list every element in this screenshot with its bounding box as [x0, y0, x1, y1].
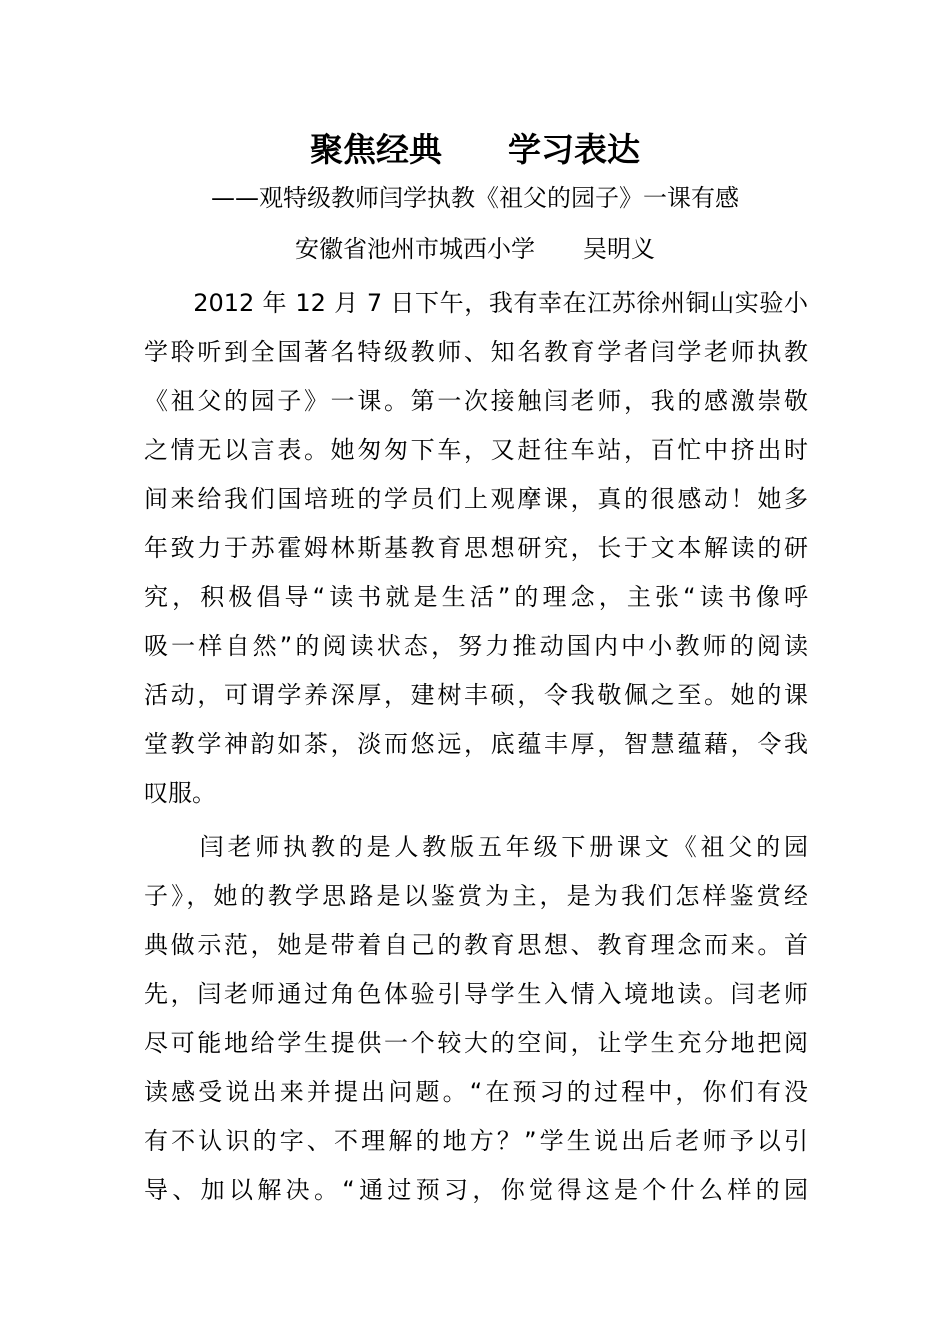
text-line: 先，闫老师通过角色体验引导学生入情入境地读。闫老师 [144, 980, 808, 1008]
document-subtitle: ——观特级教师闫学执教《祖父的园子》一课有感 [211, 184, 739, 212]
text-line: 之情无以言表。她匆匆下车，又赶往车站，百忙中挤出时 [144, 436, 808, 464]
text-line: 学聆听到全国著名特级教师、知名教育学者闫学老师执教 [144, 338, 808, 366]
text-line: 子》，她的教学思路是以鉴赏为主，是为我们怎样鉴赏经 [144, 882, 808, 910]
paragraph [144, 279, 808, 818]
text-line: 导、加以解决。“通过预习，你觉得这是个什么样的园 [144, 1176, 808, 1204]
text-line: 典做示范，她是带着自己的教育思想、教育理念而来。首 [144, 931, 808, 959]
text-line: 尽可能地给学生提供一个较大的空间，让学生充分地把阅 [144, 1029, 808, 1057]
text-line: 间来给我们国培班的学员们上观摩课，真的很感动！她多 [144, 485, 808, 513]
text-line: 年致力于苏霍姆林斯基教育思想研究，长于文本解读的研 [144, 534, 808, 562]
text-line: 读感受说出来并提出问题。“在预习的过程中，你们有没 [144, 1078, 808, 1106]
paragraph [144, 823, 808, 1215]
author-line: 安徽省池州市城西小学 吴明义 [295, 235, 655, 263]
body-text [144, 279, 808, 1215]
text-line: 堂教学神韵如茶，淡而悠远，底蕴丰厚，智慧蕴藉，令我 [144, 730, 808, 758]
text-line: 有不认识的字、不理解的地方？”学生说出后老师予以引 [144, 1127, 808, 1155]
text-line: 究，积极倡导“读书就是生活”的理念，主张“读书像呼 [144, 583, 808, 611]
text-line: 2012 年 12 月 7 日下午，我有幸在江苏徐州铜山实验小 [144, 289, 808, 317]
text-line: 《祖父的园子》一课。第一次接触闫老师，我的感激崇敬 [144, 387, 808, 415]
text-line: 闫老师执教的是人教版五年级下册课文《祖父的园 [144, 833, 808, 861]
text-line: 叹服。 [144, 779, 216, 807]
document-title: 聚焦经典 学习表达 [310, 130, 640, 169]
text-line: 活动，可谓学养深厚，建树丰硕，令我敬佩之至。她的课 [144, 681, 808, 709]
text-line: 吸一样自然”的阅读状态，努力推动国内中小教师的阅读 [144, 632, 808, 660]
